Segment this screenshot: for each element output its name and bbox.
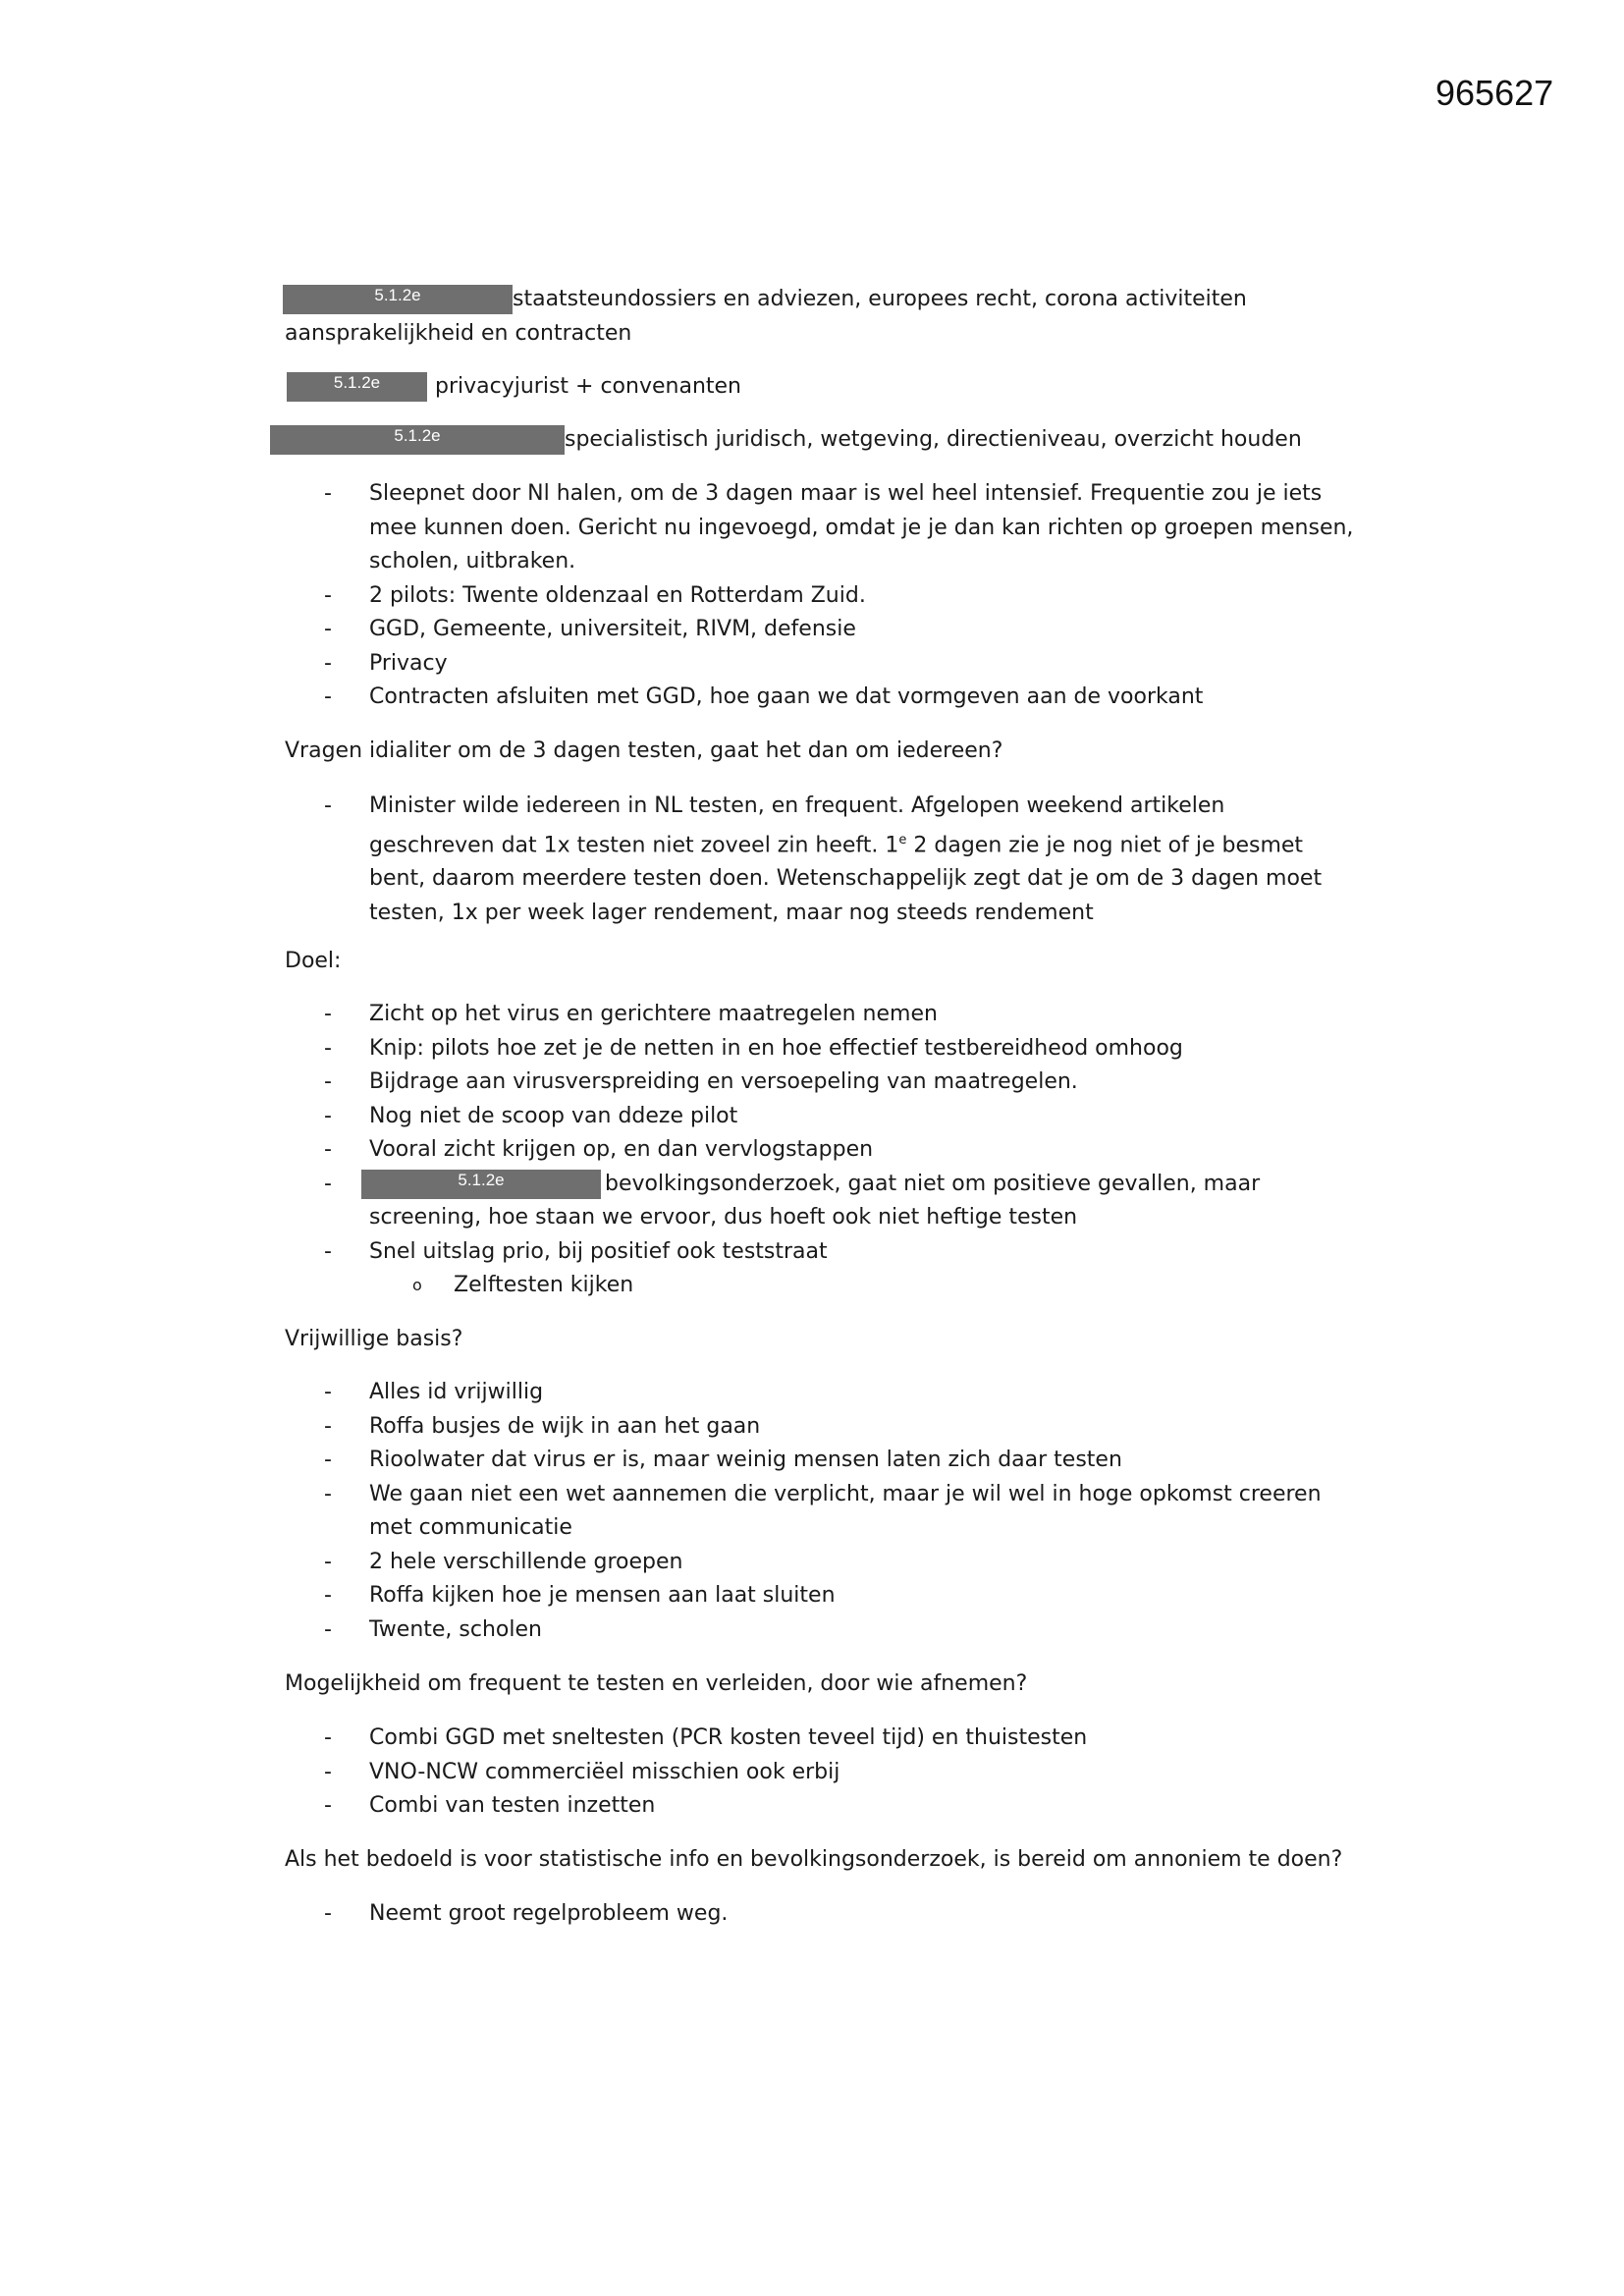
list-item: - 2 pilots: Twente oldenzaal en Rotterdam Zuid. xyxy=(324,582,866,608)
list-item: - GGD, Gemeente, universiteit, RIVM, defensie xyxy=(324,617,856,641)
bullet-list-5 xyxy=(324,1722,1355,1824)
list-item: - We gaan niet een wet aannemen die verplicht, maar je wil wel in hoge opkomst creeren met communicatie xyxy=(324,1481,1322,1540)
redaction-box: 5.1.2e xyxy=(283,285,513,314)
question-heading: Vrijwillige basis? xyxy=(285,1327,463,1351)
redaction-box: 5.1.2e xyxy=(270,425,565,455)
sub-list xyxy=(369,1269,1355,1303)
list-item: - Vooral zicht krijgen op, en dan vervlogstappen xyxy=(324,1137,874,1162)
document-number: 965627 xyxy=(1435,73,1554,113)
list-item: - Sleepnet door Nl halen, om de 3 dagen maar is wel heel intensief. Frequentie zou je iets mee kunnen doen. Gericht nu ingevoegd, omdat je je dan kan richten op groepen mensen, scholen, uitbraken. xyxy=(324,481,1354,574)
list-item: - Roffa busjes de wijk in aan het gaan xyxy=(324,1413,761,1439)
person-role: staatsteundossiers en adviezen, europees recht, corona activiteiten xyxy=(513,287,1247,311)
list-item: - Nog niet de scoop van ddeze pilot xyxy=(324,1103,738,1128)
list-item: - Neemt groot regelprobleem weg. xyxy=(324,1901,729,1926)
person-role: privacyjurist + convenanten xyxy=(435,374,741,399)
redaction-box: 5.1.2e xyxy=(361,1170,601,1199)
list-item: - Zicht op het virus en gerichtere maatregelen nemen xyxy=(324,1002,938,1026)
list-item: - Bijdrage aan virusverspreiding en versoepeling van maatregelen. xyxy=(324,1069,1078,1094)
question-heading: Vragen idialiter om de 3 dagen testen, gaat het dan om iedereen? xyxy=(285,738,1003,763)
list-item: - Combi GGD met sneltesten (PCR kosten teveel tijd) en thuistesten xyxy=(324,1725,1088,1750)
list-item: - 2 hele verschillende groepen xyxy=(324,1549,683,1574)
list-item: - Alles id vrijwillig xyxy=(324,1380,544,1404)
question-heading: Als het bedoeld is voor statistische info en bevolkingsonderzoek, is bereid om annoniem te doen? xyxy=(285,1847,1343,1872)
person-row-2 xyxy=(285,370,1349,405)
bullet-list-1 xyxy=(324,477,1355,715)
redaction-box: 5.1.2e xyxy=(287,372,427,402)
list-item: - Twente, scholen xyxy=(324,1616,542,1642)
list-item: - Privacy xyxy=(324,650,448,676)
person-row-1 xyxy=(285,283,1349,351)
bullet-list-2 xyxy=(324,790,1355,930)
sub-list-item: o Zelftesten kijken xyxy=(412,1273,634,1297)
bullet-list-4 xyxy=(324,1376,1355,1647)
list-item: - 5.1.2e bevolkingsonderzoek, gaat niet om positieve gevallen, maar screening, hoe staan we ervoor, dus hoeft ook niet heftige testen xyxy=(324,1170,1261,1230)
list-item: - Minister wilde iedereen in NL testen, en frequent. Afgelopen weekend artikelen geschreven dat 1x testen niet zoveel zin heeft. 1e 2 dagen zie je nog niet of je besmet bent, daarom meerdere testen doen. Wetenschappelijk zegt dat je om de 3 dagen moet testen, 1x per week lager rendement, maar nog steeds rendement xyxy=(324,793,1323,925)
person-row-3 xyxy=(270,423,1349,458)
list-item: - Roffa kijken hoe je mensen aan laat sluiten xyxy=(324,1583,836,1608)
list-item: - Combi van testen inzetten xyxy=(324,1793,656,1818)
bullet-list-6 xyxy=(324,1897,1355,1932)
person-role-continued: aansprakelijkheid en contracten xyxy=(285,320,632,346)
list-item: - VNO-NCW commerciëel misschien ook erbij xyxy=(324,1759,840,1784)
list-item: - Snel uitslag prio, bij positief ook teststraat o Zelftesten kijken xyxy=(324,1235,1355,1303)
list-item: - Rioolwater dat virus er is, maar weinig mensen laten zich daar testen xyxy=(324,1448,1122,1472)
list-item: - Knip: pilots hoe zet je de netten in en hoe effectief testbereidheod omhoog xyxy=(324,1035,1183,1061)
person-role: specialistisch juridisch, wetgeving, directieniveau, overzicht houden xyxy=(565,427,1302,452)
bullet-list-3 xyxy=(324,998,1355,1303)
section-heading-doel: Doel: xyxy=(285,949,342,973)
list-item: - Contracten afsluiten met GGD, hoe gaan we dat vormgeven aan de voorkant xyxy=(324,684,1204,709)
question-heading: Mogelijkheid om frequent te testen en verleiden, door wie afnemen? xyxy=(285,1671,1028,1696)
